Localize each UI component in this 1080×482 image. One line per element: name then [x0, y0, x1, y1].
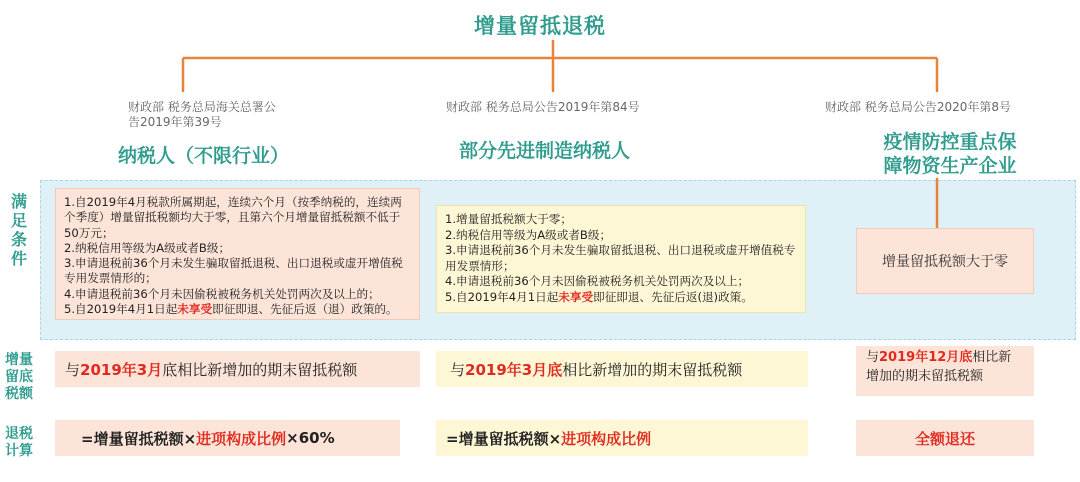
- condition-item: 3.申请退税前36个月未发生骗取留抵退税、出口退税或虚开增值税专用发票情形；: [445, 243, 796, 273]
- increment-box-1: 与 2019年3月 底相比新增加的期末留抵税额: [55, 351, 420, 387]
- row-label-refund: 退税计算: [5, 426, 33, 459]
- refund-box-3: 全额退还: [856, 420, 1034, 456]
- conditions-box-1: [55, 188, 420, 320]
- increment-box-2: 与 2019年3月底 相比新增加的期末留抵税额: [436, 351, 808, 387]
- condition-item: 5.自2019年4月1日起未享受即征即退、先征后返(退)政策。: [445, 289, 753, 304]
- condition-item: 4.申请退税前36个月未因偷税被税务机关处罚两次及以上的；: [64, 286, 380, 301]
- condition-item: 1.增量留抵税额大于零；: [445, 212, 572, 226]
- refund-box-2: =增量留抵税额× 进项构成比例: [436, 420, 808, 456]
- row-label-conditions: 满足条件: [10, 192, 27, 268]
- conditions-box-2: [436, 205, 806, 313]
- category-3: 疫情防控重点保障物资生产企业: [883, 131, 1017, 177]
- conditions-box-3: 增量留抵税额大于零: [856, 228, 1034, 294]
- category-1: 纳税人（不限行业）: [118, 145, 290, 167]
- diagram-title: 增量留抵退税: [474, 14, 606, 38]
- increment-box-3: 与2019年12月底相比新增加的期末留抵税额: [856, 346, 1034, 396]
- source-doc-2: 财政部 税务总局公告2019年第84号: [446, 100, 640, 114]
- condition-item: 1.自2019年4月税款所属期起，连续六个月（按季纳税的，连续两个季度）增量留抵税额均大于零，且第六个月增量留抵税额不低于50万元；: [64, 195, 402, 240]
- source-doc-3: 财政部 税务总局公告2020年第8号: [825, 100, 1011, 114]
- connector-col3: [934, 178, 940, 230]
- source-doc-1: 财政部 税务总局海关总署公告2019年第39号: [128, 100, 276, 129]
- category-2: 部分先进制造纳税人: [459, 140, 631, 162]
- condition-item: 3.申请退税前36个月未发生骗取留抵退税、出口退税或虚开增值税专用发票情形的；: [64, 256, 403, 286]
- hierarchy-connectors: [0, 0, 1080, 110]
- condition-item: 2.纳税信用等级为A级或者B级；: [445, 227, 612, 242]
- condition-item: 2.纳税信用等级为A级或者B级；: [64, 240, 231, 255]
- refund-box-1: =增量留抵税额× 进项构成比例 ×60%: [55, 420, 400, 456]
- condition-item: 4.申请退税前36个月未因偷税被税务机关处罚两次及以上；: [445, 274, 750, 289]
- condition-item: 5.自2019年4月1日起未享受即征即退、先征后返（退）政策的。: [64, 302, 398, 317]
- row-label-increment: 增量留底税额: [5, 352, 33, 402]
